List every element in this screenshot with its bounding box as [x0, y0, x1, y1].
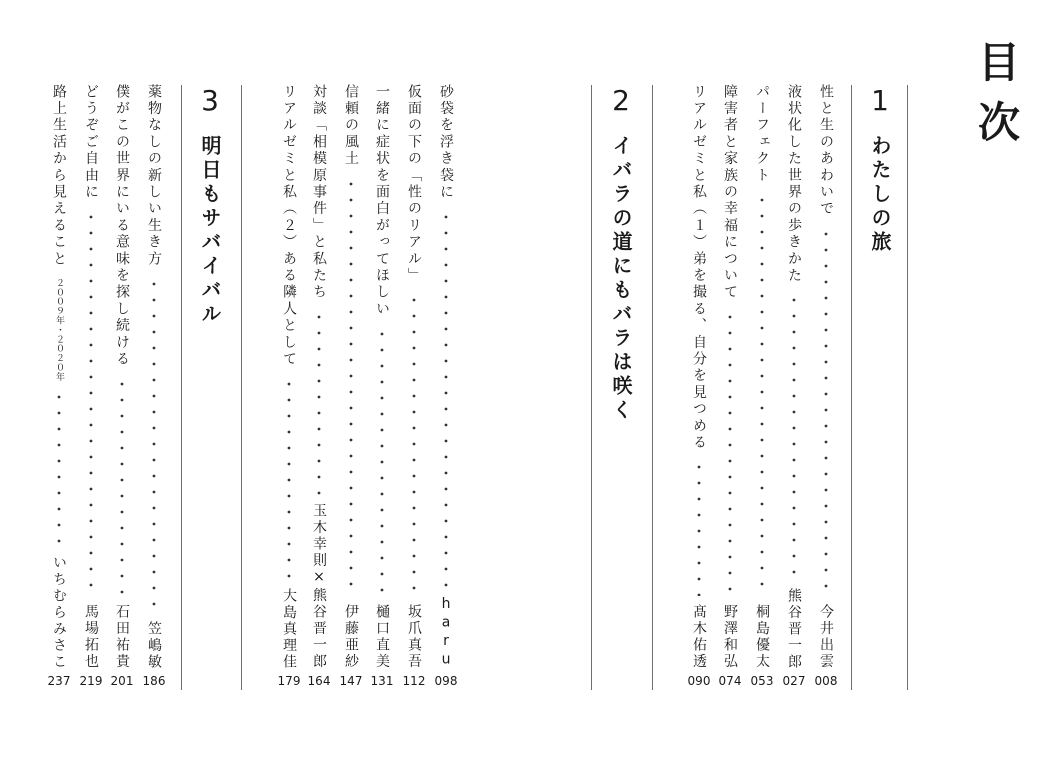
toc-entry-author: いちむらみさこ	[51, 554, 67, 670]
toc-entry-title[interactable]: 路上生活から見えること	[51, 84, 67, 268]
toc-entry-title[interactable]: 液状化した世界の歩きかた	[786, 84, 802, 285]
toc-page-number: 237	[47, 674, 71, 688]
toc-entry-author: 馬場拓也	[83, 604, 99, 670]
leader-dots	[371, 330, 393, 596]
toc-entry-note: ２００９年・２０２０年	[54, 278, 64, 382]
leader-dots	[340, 180, 362, 596]
toc-page-number: 201	[110, 674, 134, 688]
leader-dots	[688, 463, 710, 596]
section-divider	[591, 85, 592, 690]
leader-dots	[308, 313, 330, 495]
leader-dots	[435, 213, 457, 588]
toc-entry-title[interactable]: 薬物なしの新しい生き方	[146, 84, 162, 268]
toc-entry-title[interactable]: リアルゼミと私（２）ある隣人として	[281, 84, 297, 368]
toc-entry-author: 熊谷晋一郎	[786, 587, 802, 670]
toc-entry-title[interactable]: 性と生のあわいで	[818, 84, 834, 218]
leader-dots	[143, 280, 165, 612]
toc-entry-author: 笠嶋敏	[146, 620, 162, 670]
section-divider	[181, 85, 182, 690]
toc-entry-title[interactable]: どうぞご自由に	[83, 84, 99, 201]
section-divider	[907, 85, 908, 690]
section-title: イバラの道にもバラは咲く	[609, 135, 633, 423]
toc-entry-author: haru	[438, 596, 454, 670]
section-number: 2	[612, 84, 630, 117]
toc-page-number: 219	[79, 674, 103, 688]
toc-entry-title[interactable]: 仮面の下の「性のリアル」	[406, 84, 422, 285]
toc-entry-author: 野澤和弘	[722, 604, 738, 670]
toc-entry-author: 石田祐貴	[114, 604, 130, 670]
toc-entry-title[interactable]: 障害者と家族の幸福について	[722, 84, 738, 302]
toc-page-number: 027	[782, 674, 806, 688]
toc-entry-author: 髙木佑透	[691, 604, 707, 670]
toc-page-number: 131	[370, 674, 394, 688]
leader-dots	[751, 196, 773, 596]
leader-dots	[48, 393, 70, 546]
toc-page-number: 164	[307, 674, 331, 688]
toc-entry-title[interactable]: リアルゼミと私（１）弟を撮る、自分を見つめる	[691, 84, 707, 452]
toc-entry-author: 大島真理佳	[281, 587, 297, 670]
section-title: 明日もサバイバル	[198, 135, 222, 327]
section-number: 1	[871, 84, 889, 117]
toc-entry-title[interactable]: 対談「相模原事件」と私たち	[311, 84, 327, 302]
toc-entry-title[interactable]: 信頼の風土	[343, 84, 359, 168]
toc-page-number: 090	[687, 674, 711, 688]
toc-page-number: 112	[402, 674, 426, 688]
toc-entry-title[interactable]: 砂袋を浮き袋に	[438, 84, 454, 201]
section-title: わたしの旅	[868, 135, 892, 255]
leader-dots	[783, 296, 805, 579]
page-title: 目次	[972, 40, 1021, 160]
leader-dots	[80, 213, 102, 596]
toc-entry-author: 今井出雲	[818, 604, 834, 670]
toc-entry-title[interactable]: 僕がこの世界にいる意味を探し続ける	[114, 84, 130, 368]
toc-entry-title[interactable]: パーフェクト	[754, 84, 770, 185]
section-divider	[652, 85, 653, 690]
toc-page-number: 053	[750, 674, 774, 688]
leader-dots	[403, 296, 425, 596]
leader-dots	[719, 313, 741, 596]
toc-page-number: 074	[718, 674, 742, 688]
toc-page-number: 008	[814, 674, 838, 688]
leader-dots	[815, 230, 837, 596]
toc-page-number: 098	[434, 674, 458, 688]
toc-entry-author: 坂爪真吾	[406, 604, 422, 670]
toc-page-number: 147	[339, 674, 363, 688]
toc-entry-author: 桐島優太	[754, 604, 770, 670]
toc-page-number: 179	[277, 674, 301, 688]
toc-page-number: 186	[142, 674, 166, 688]
toc-entry-title[interactable]: 一緒に症状を面白がってほしい	[374, 84, 390, 318]
toc-entry-author: 樋口直美	[374, 604, 390, 670]
section-divider	[851, 85, 852, 690]
toc-entry-author: 伊藤亜紗	[343, 604, 359, 670]
section-divider	[241, 85, 242, 690]
section-number: 3	[201, 84, 219, 117]
leader-dots	[278, 380, 300, 579]
toc-entry-author: 玉木幸則×熊谷晋一郎	[311, 503, 327, 670]
leader-dots	[111, 380, 133, 596]
